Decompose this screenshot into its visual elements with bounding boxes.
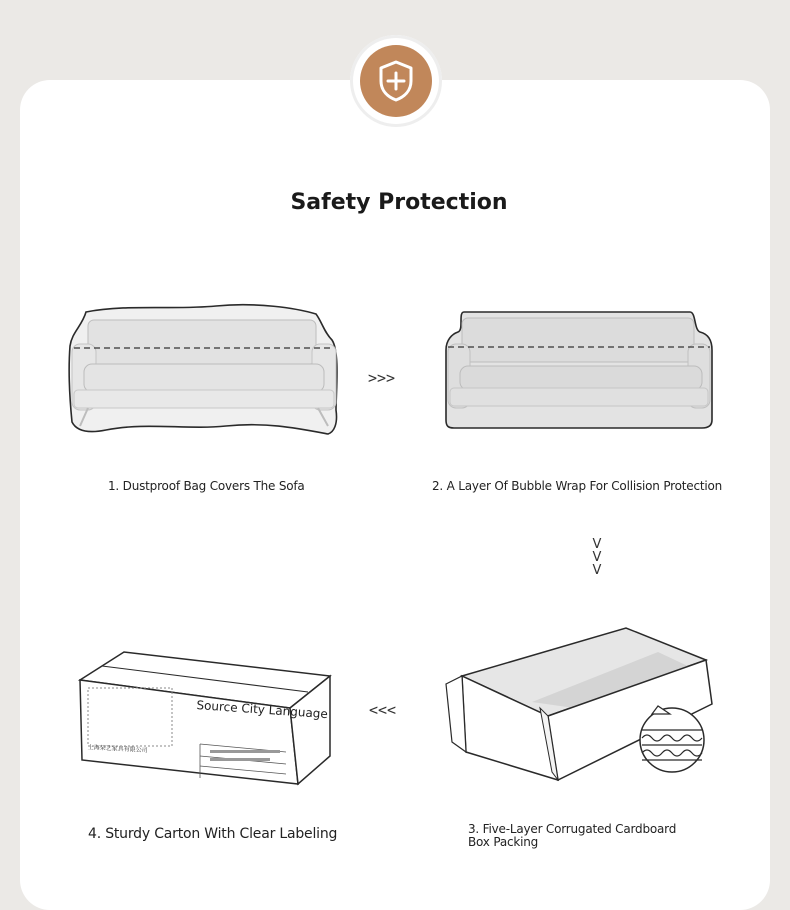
step-4-label: 4. Sturdy Carton With Clear Labeling [88, 826, 338, 842]
corrugated-box-illustration [444, 624, 716, 784]
shield-plus-icon [360, 45, 432, 117]
carton-company-label: 上海朵艺家具有限公司 [87, 743, 148, 755]
arrow-down-1: V [592, 537, 602, 552]
arrow-left: <<< [369, 701, 397, 719]
page-title: Safety Protection [290, 190, 508, 215]
step-2-label: 2. A Layer Of Bubble Wrap For Collision Protection [432, 479, 723, 493]
bubble-wrap-sofa-illustration [444, 310, 714, 432]
arrow-down [590, 538, 604, 577]
arrow-down-3: V [592, 563, 602, 578]
step-3-label: 3. Five-Layer Corrugated Cardboard Box Packing [468, 822, 677, 849]
arrow-right: >>> [368, 369, 396, 387]
labeled-carton-illustration [76, 648, 334, 790]
dustproof-bag-sofa-illustration [66, 302, 342, 438]
arrow-down-2: V [592, 550, 602, 565]
step-1-label: 1. Dustproof Bag Covers The Sofa [108, 479, 305, 493]
carton-brand-label: Source City Language [196, 698, 329, 722]
